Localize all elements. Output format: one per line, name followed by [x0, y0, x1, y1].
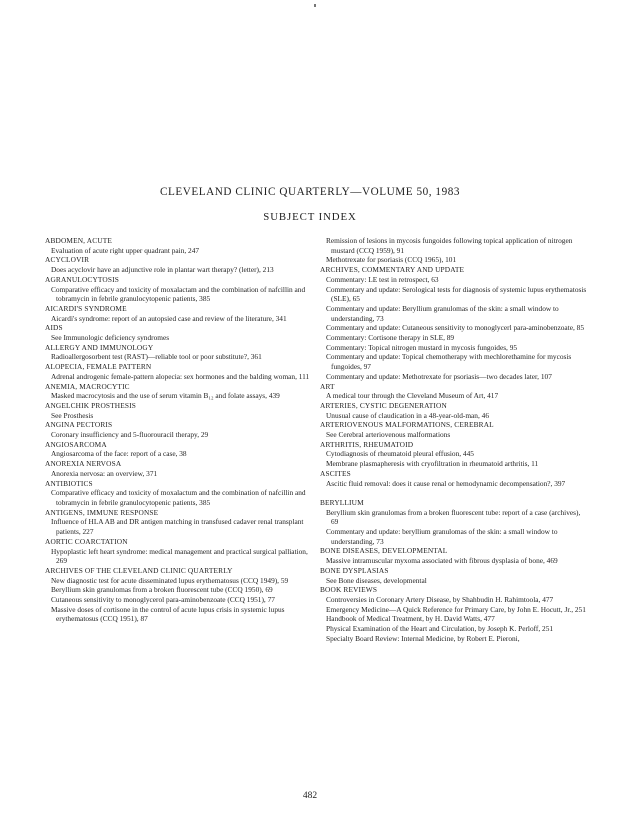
index-subentry: Commentary and update: Topical chemotherapy with mechlorethamine for mycosis fungoides, 97: [326, 352, 572, 372]
index-entry: [320, 440, 588, 469]
index-subentry: See Prosthesis: [51, 410, 94, 420]
index-subentry: Physical Examination of the Heart and Circulation, by Joseph K. Perloff, 251: [326, 624, 554, 634]
index-subentry: Commentary and update: Cutaneous sensitivity to monoglycerl para-aminobenzoate, 85: [326, 323, 584, 333]
index-subentry: Massive intramuscular myxoma associated with fibrous dysplasia of bone, 469: [326, 556, 558, 566]
index-entry: [320, 382, 588, 401]
section-title: SUBJECT INDEX: [263, 211, 357, 223]
index-heading: AICARDI'S SYNDROME: [45, 303, 127, 313]
print-speck: [314, 4, 316, 7]
journal-title: CLEVELAND CLINIC QUARTERLY—VOLUME 50, 1983: [159, 186, 461, 198]
index-heading: ANTIBIOTICS: [45, 478, 93, 488]
index-heading: ARCHIVES, COMMENTARY AND UPDATE: [320, 265, 465, 275]
index-entry: [45, 508, 313, 537]
index-heading: AORTIC COARCTATION: [45, 536, 128, 546]
index-entry: [320, 498, 588, 547]
index-subentry: Radioallergosorbent test (RAST)—reliable tool or poor substitute?, 361: [51, 352, 262, 362]
index-heading: AGRANULOCYTOSIS: [45, 274, 119, 284]
index-subentry: Commentary and update: Serological tests for diagnosis of systemic lupus erythematosis (SLE), 65: [326, 284, 587, 304]
index-entry: [45, 323, 313, 342]
index-subentry: Anorexia nervosa: an overview, 371: [51, 468, 158, 478]
index-entry: [320, 566, 588, 585]
index-heading: ALOPECIA, FEMALE PATTERN: [45, 362, 152, 372]
index-subentry: Remission of lesions in mycosis fungoides following topical application of nitrogen mustard (CCQ 1959), 91: [326, 236, 573, 255]
index-entry: [45, 382, 313, 401]
index-entry: [45, 537, 313, 566]
index-subentry: Masked macrocytosis and the use of serum vitamin B₁₂ and folate assays, 439: [51, 391, 280, 401]
index-subentry: New diagnostic test for acute disseminated lupus erythematosus (CCQ 1949), 59: [51, 575, 289, 585]
index-heading: AIDS: [45, 323, 63, 333]
index-column-right: [320, 236, 588, 644]
index-entry: [45, 255, 313, 274]
index-heading: ABDOMEN, ACUTE: [45, 236, 112, 245]
index-entry: [45, 401, 313, 420]
index-heading: ANGINA PECTORIS: [45, 420, 113, 430]
index-subentry: Membrane plasmapheresis with cryofiltration in rheumatoid arthritis, 11: [326, 459, 539, 469]
index-heading: ACYCLOVIR: [45, 255, 90, 265]
index-subentry: A medical tour through the Cleveland Museum of Art, 417: [326, 391, 499, 401]
index-entry: [45, 343, 313, 362]
index-subentry: Cytodiagnosis of rheumatoid pleural effusion, 445: [326, 449, 474, 459]
index-heading: BOOK REVIEWS: [320, 585, 378, 595]
index-subentry: Cutaneous sensitivity to monoglycerol para-aminobenzoate (CCQ 1951), 77: [51, 595, 275, 605]
index-heading: ALLERGY AND IMMUNOLOGY: [45, 342, 154, 352]
index-subentry: Angiosarcoma of the face: report of a case, 38: [51, 449, 187, 459]
index-subentry: Beryllium skin granulomas from a broken fluorescent tube (CCQ 1950), 69: [51, 585, 273, 595]
index-subentry: Evaluation of acute right upper quadrant pain, 247: [51, 245, 200, 255]
index-subentry: Methotrexate for psoriasis (CCQ 1965), 101: [326, 255, 457, 265]
index-subentry: Commentary and update: beryllium granulomas of the skin: a small window to understanding, 73: [326, 527, 558, 546]
index-heading: ARCHIVES OF THE CLEVELAND CLINIC QUARTERLY: [45, 565, 233, 575]
index-subentry: Hypoplastic left heart syndrome: medical management and practical surgical palliation, 269: [51, 546, 308, 566]
index-subentry: Emergency Medicine—A Quick Reference for Primary Care, by John E. Hocutt, Jr., 251: [326, 604, 586, 614]
index-subentry: Adrenal androgenic female-pattern alopecia: sex hormones and the balding woman, 111: [51, 371, 310, 381]
index-subentry: Commentary: LE test in retrospect, 63: [326, 274, 439, 284]
index-entry: [320, 469, 588, 488]
index-heading: ANEMIA, MACROCYTIC: [45, 381, 130, 391]
index-subentry: Influence of HLA AB and DR antigen matching in transfused cadaver renal transplant patients, 227: [51, 517, 304, 537]
index-subentry: Aicardi's syndrome: report of an autopsied case and review of the literature, 341: [51, 313, 287, 323]
index-subentry: Commentary: Cortisone therapy in SLE, 89: [326, 333, 455, 343]
index-entry: [320, 236, 588, 265]
page-number: 482: [302, 791, 318, 801]
index-entry: [320, 420, 588, 439]
index-entry: [45, 304, 313, 323]
index-entry: [45, 566, 313, 624]
index-subentry: Controversies in Coronary Artery Disease, by Shahbudin H. Rahimtoola, 477: [326, 595, 554, 604]
index-entry: [320, 585, 588, 643]
index-subentry: Coronary insufficiency and 5-fluorouracil therapy, 29: [51, 430, 209, 440]
index-subentry: Commentary and update: Methotrexate for psoriasis—two decades later, 107: [326, 371, 552, 381]
index-heading: ARTERIES, CYSTIC DEGENERATION: [320, 400, 447, 410]
index-heading: BONE DISEASES, DEVELOPMENTAL: [320, 546, 448, 556]
index-subentry: See Cerebral arteriovenous malformations: [326, 430, 451, 440]
index-subentry: Does acyclovir have an adjunctive role in plantar wart therapy? (letter), 213: [51, 265, 274, 275]
index-subentry: Comparative efficacy and toxicity of moxalactam and the combination of nafcillin and tobramycin in febrile granulocytopenic patients, 385: [51, 284, 306, 304]
index-entry: [320, 546, 588, 565]
index-entry: [45, 459, 313, 478]
index-heading: ARTHRITIS, RHEUMATOID: [320, 439, 414, 449]
index-heading: ANOREXIA NERVOSA: [45, 459, 122, 469]
index-entry: [45, 236, 313, 255]
index-entry: [320, 265, 588, 381]
index-heading: ARTERIOVENOUS MALFORMATIONS, CEREBRAL: [320, 420, 494, 430]
index-heading: ANTIGENS, IMMUNE RESPONSE: [45, 507, 159, 517]
index-heading: ASCITES: [320, 468, 351, 478]
index-entry: [45, 362, 313, 381]
index-heading: ANGELCHIK PROSTHESIS: [45, 400, 136, 410]
index-subentry: Beryllium skin granulomas from a broken fluorescent tube: report of a case (archives), 69: [326, 507, 581, 527]
index-entry: [45, 440, 313, 459]
index-subentry: Specialty Board Review: Internal Medicine, by Robert E. Pieroni,: [326, 633, 520, 643]
index-entry: [45, 275, 313, 304]
index-heading: BERYLLIUM: [320, 497, 364, 507]
index-subentry: Unusual cause of claudication in a 48-year-old-man, 46: [326, 410, 489, 420]
index-subentry: Ascitic fluid removal: does it cause renal or hemodynamic decompensation?, 397: [326, 478, 566, 488]
index-column-left: [45, 236, 313, 624]
index-subentry: Commentary and update: Beryllium granulomas of the skin: a small window to understanding, 73: [326, 303, 559, 323]
index-heading: ANGIOSARCOMA: [45, 439, 107, 449]
index-subentry: See Immunologic deficiency syndromes: [51, 333, 170, 343]
index-heading: ART: [320, 381, 335, 391]
index-subentry: Commentary: Topical nitrogen mustard in mycosis fungoides, 95: [326, 342, 518, 352]
index-subentry: Massive doses of cortisone in the control of acute lupus crisis in systemic lupus erythematosus (CCQ 1951), 87: [51, 604, 285, 624]
index-subentry: See Bone diseases, developmental: [326, 575, 427, 585]
index-subentry: Handbook of Medical Treatment, by H. David Watts, 477: [326, 614, 495, 624]
index-entry: [320, 401, 588, 420]
index-entry: [45, 479, 313, 508]
index-subentry: Comparative efficacy and toxicity of moxalactum and the combination of nafcillin and tobramycin in febrile granulocytopenic patients, 385: [51, 488, 306, 507]
index-heading: BONE DYSPLASIAS: [320, 565, 389, 575]
index-entry: [45, 420, 313, 439]
